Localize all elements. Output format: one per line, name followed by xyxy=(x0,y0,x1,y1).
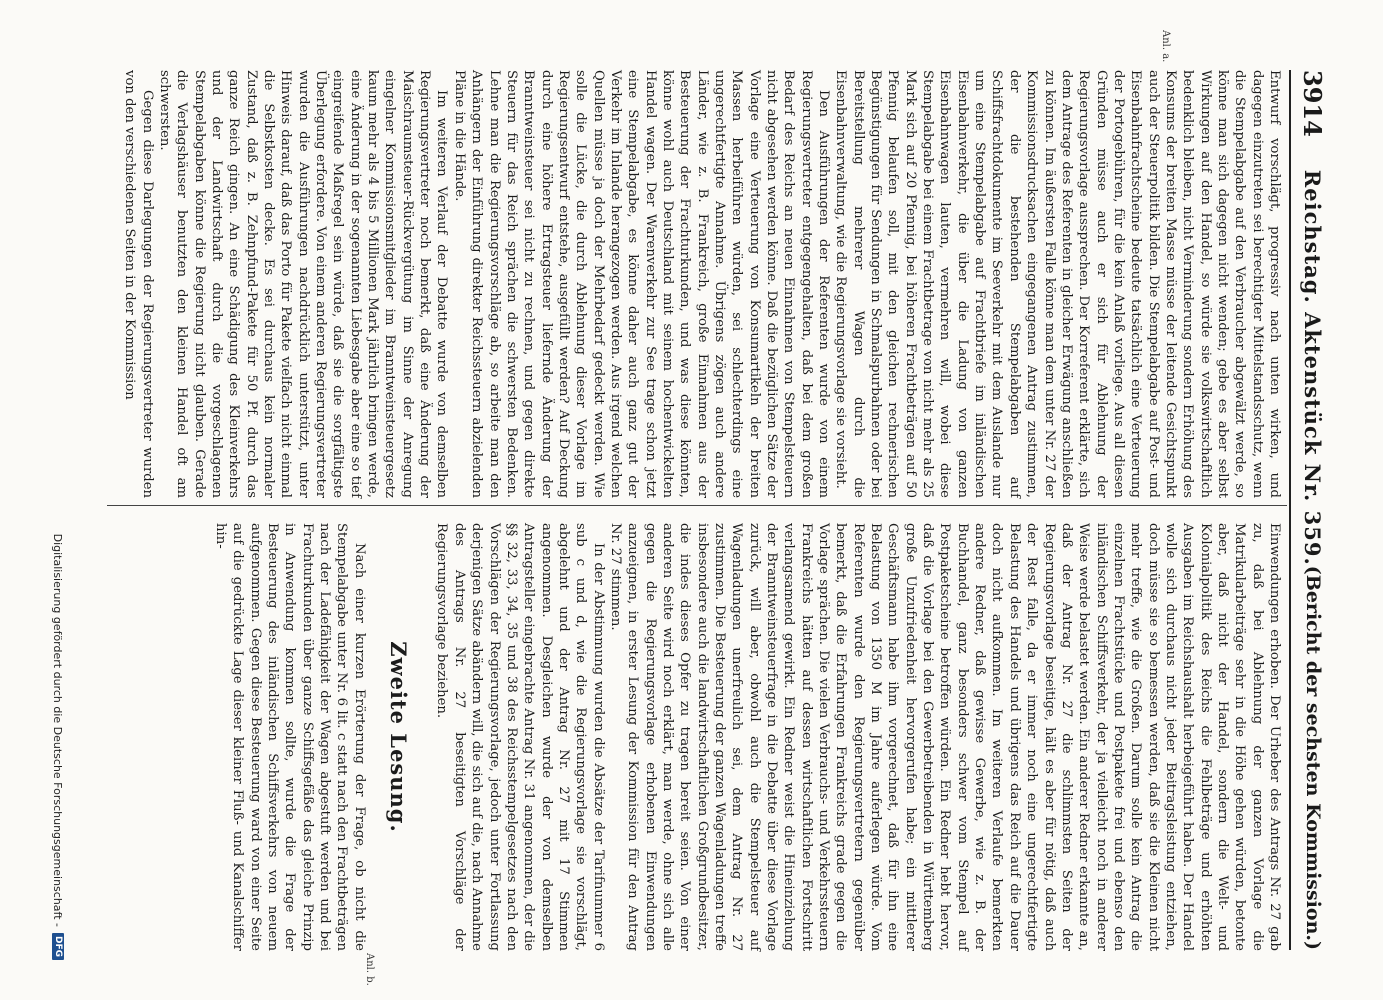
paragraph: Einwendungen erhoben. Der Urheber des Antrags Nr. 27 gab zu, daß bei Ablehnung der ganzen Vorlage die Matrikularbeiträge sehr in die Höhe gehen würden, betonte aber, daß nicht der Handel, sondern die Welt- und Kolonialpolitik des Reichs die Fehlbeträge und erhöhten Ausgaben im Reichshaushalt herbeigeführt haben. Der Handel wolle sich durchaus nicht jeder Beitragsleistung entziehen, doch müsse sie so bemessen werden, daß sie die Kleinen nicht mehr treffe, wie die Großen. Darum solle kein Antrag die einzelnen Frachtstücke und Postpakete frei und ebenso den inländischen Schiffsverkehr, der ja vielleicht noch in anderer Weise werde belastet werden. Ein anderer Redner erkannte an, daß der Antrag Nr. 27 die schlimmsten Seiten der Regierungsvorlage beseitige, hält es aber für nötig, daß auch der Rest falle, da er immer noch eine ungerechtfertigte Belastung des Handels und übrigens das Reich auf die Dauer doch nicht aufkommen. Im weiteren Verlaufe bemerkten andere Redner, daß gewisse Gewerbe, wie z. B. der Buchhandel, ganz besonders schwer vom Stempel auf Postpaketscheine betroffen würden. Ein Redner hebt hervor, daß die Vorlage bei den Gewerbetreibenden in Württemberg große Unzufriedenheit hervorgerufen habe; ein mittlerer Geschäftsmann habe ihm vorgerechnet, daß für ihn eine Belastung von 1350 M im Jahre auferlegen würde. Vom Referenten wurde den Regierungsvertretern gegenüber bemerkt, daß die Erfahrungen Frankreichs grade gegen die Vorlage sprächen. Die vielen Verbrauchs- und Verkehrssteuern Frankreichs hätten auf dessen wirtschaftlichen Fortschritt verlangsamend gewirkt. Ein Redner weist die Hineinziehung der Branntweinsteuerfrage in die Debatte über diese Vorlage zurück, will aber, obwohl auch die Stempelsteuer auf Wagenladungen unerfreulich sei, dem Antrag Nr. 27 zustimmen. Die Besteuerung der ganzen Wagenladungen treffe insbesondere auch die landwirtschaftlichen Großgrundbesitzer, die indes dieses Opfer zu tragen bereit seien. Von einer anderen Seite wird noch erklärt, man werde, ohne sich alle gegen die Regierungsvorlage erhobenen Einwendungen anzueignen, in erster Lesung der Kommission für den Antrag Nr. 27 stimmen. xyxy=(607,523,1282,951)
right-column xyxy=(212,523,1283,951)
header-rule xyxy=(1289,70,1291,950)
page-title: Reichstag. Aktenstück Nr. 359. xyxy=(1300,169,1326,566)
document-page xyxy=(93,0,1383,1000)
left-column xyxy=(121,70,1283,498)
paragraph: Den Ausführungen der Referenten wurde von einem Regierungsvertreter entgegengehalten, daß bei dem großen Bedarf des Reichs an neuen Einnahmen von Stempelsteuern nicht abgesehen werden könne. Daß die bezüglichen Sätze der Vorlage eine Verteuerung von Konsumartikeln der breiten Massen herbeiführen würden, sei schlechterdings eine ungerechtfertigte Annahme. Übrigens zögen auch andere Länder, wie z. B. Frankreich, große Einnahmen aus der Besteuerung der Frachturkunden, und was diese könnten, könne wohl auch Deutschland mit seinem hochentwickelten Handel wagen. Der Warenverkehr zur See trage schon jetzt eine Stempelabgabe, es könne daher auch ganz gut der Verkehr im Inlande herangezogen werden. Aus irgend welchen Quellen müsse ja doch der Mehrbedarf gedeckt werden. Wie solle die Lücke, die durch Ablehnung dieser Vorlage im Regierungsentwurf entstehe, ausgefüllt werden? Auf Deckung durch eine höhere Ertragsteuer liefernde Änderung der Branntweinsteuer sei nicht zu rechnen, und gegen direkte Steuern für das Reich sprächen die schwersten Bedenken. Lehne man die Regierungsvorschläge ab, so arbeite man den Anhängern der Einführung direkter Reichssteuern abzielenden Pläne in die Hände. xyxy=(451,70,832,498)
section-heading: Zweite Lesung. xyxy=(386,641,412,833)
page-subtitle: (Bericht der sechsten Kommission.) xyxy=(1302,565,1324,950)
margin-note: Anl. a. xyxy=(1160,30,1171,63)
page-number: 3914 xyxy=(1298,70,1328,137)
column-divider xyxy=(107,505,1287,506)
paragraph: Entwurf vorschlägt, progressiv nach unten wirken, und dagegen einzutreten sei berechtigter Mittelstandsschutz, wenn die Stempelabgabe auf den Verbraucher abgewälzt werde, so könne man sich dagegen nicht wenden; gebe es aber selbst Wirkungen auf den Handel, so würde sie volkswirtschaftlich bedenklich bleiben, nicht Verminderung sondern Erhöhung des Konsums der breiten Masse müsse der leitende Gesichtspunkt auch der Steuerpolitik bilden. Die Stempelabgabe auf Post- und Eisenbahnfrachtscheine bedeute tatsächlich eine Verteuerung der Portogebühren, für die kein Anlaß vorliege. Aus all diesen Gründen müsse auch er sich für Ablehnung der Regierungsvorlage aussprechen. Der Korreferent erklärte, sich dem Antrage des Referenten in gleicher Erwägung anschließen zu können. Im äußersten Falle könne man dem unter Nr. 27 der Kommissionsdrucksachen eingegangenen Antrag zustimmen, der die bestehenden Stempelabgaben auf Schiffsfrachtdokumente im Seeverkehr mit dem Auslande nur um eine Stempelabgabe auf Frachtbriefe im inländischen Eisenbahnverkehr, die über die Ladung von ganzen Eisenbahnwagen lauten, vermehren will, wobei diese Stempelabgabe bei einem Frachtbetrage von nicht mehr als 25 Mark sich auf 20 Pfennig, bei höheren Frachtbeträgen auf 50 Pfennig belaufen soll, mit den gleichen rechnerischen Begünstigungen für Sendungen in Schmalspurbahnen oder bei Bereitstellung mehrerer Wagen durch die Eisenbahnverwaltung, wie die Regierungsvorlage sie vorsieht. xyxy=(833,70,1282,498)
margin-note: Anl. b. xyxy=(364,953,375,986)
digitization-footer xyxy=(48,0,68,1000)
paragraph: Nach einer kurzen Erörterung der Frage, ob nicht die Stempelabgabe unter Nr. 6 lit. c statt nach den Frachtbeträgen nach der Ladefähigkeit der Wagen abgestuft werden und bei Frachturkunden über ganze Schiffsgefäße das gleiche Prinzip in Anwendung kommen sollte, wurde die Frage der Besteuerung des inländischen Schiffsverkehrs von neuem aufgenommen. Gegen diese Besteuerung ward von einer Seite auf die gedrückte Lage dieser kleiner Fluß- und Kanalschiffer hin- xyxy=(213,523,367,951)
paragraph: In der Abstimmung wurden die Absätze der Tarifnummer 6 sub c und d, wie die Regierungsvorlage sie vorschlägt, abgelehnt und der Antrag Nr. 27 mit 17 Stimmen angenommen. Desgleichen wurde der von demselben Antragsteller eingebrachte Antrag Nr. 31 angenommen, der die §§ 32, 33, 34, 35 und 38 des Reichsstempelgesetzes nach den Vorschlägen der Regierungsvorlage, jedoch unter Fortlassung derjenigen Sätze abändern will, die sich auf die, nach Annahme des Antrags Nr. 27 beseitigten Vorschläge der Regierungsvorlage beziehen. xyxy=(434,523,606,951)
footer-text: Digitalisierung gefördert durch die Deutsche Forschungsgemeinschaft - xyxy=(51,533,65,927)
paragraph: Gegen diese Darlegungen der Regierungsvertreter wurden von den verschiedenen Seiten in der Kommission xyxy=(122,70,155,498)
paragraph: Im weiteren Verlauf der Debatte wurde von demselben Regierungsvertreter noch bemerkt, daß eine Änderung der Maischraumsteuer-Rückvergütung im Sinne der Anregung eingelner Kommissionsmitglieder im Branntweinsteuergesetz kaum mehr als 4 bis 5 Millionen Mark jährlich bringen werde, eine Änderung in der sogenannten Liebesgabe aber eine so tief eingreifende Maßregel sein würde, daß sie die sorgfältigste Überlegung erfordere. Von einem anderen Regierungsvertreter wurden die Ausführungen nachdrücklich unterstützt, unter Hinweis darauf, daß das Porto für Pakete vielfach nicht einmal die Selbstkosten decke. Es sei durchaus kein normaler Zustand, daß z. B. Zehnpfund-Pakete für 50 Pf. durch das ganze Reich gingen. An eine Schädigung des Kleinverkehrs und der Landwirtschaft durch die vorgeschlagenen Stempelabgaben könne die Regierung nicht glauben. Gerade die Verlagshäuser benutzten den kleinen Handel oft am schwersten. xyxy=(157,70,450,498)
dfg-logo-icon: DFG xyxy=(52,933,64,960)
page-header xyxy=(1293,70,1333,950)
